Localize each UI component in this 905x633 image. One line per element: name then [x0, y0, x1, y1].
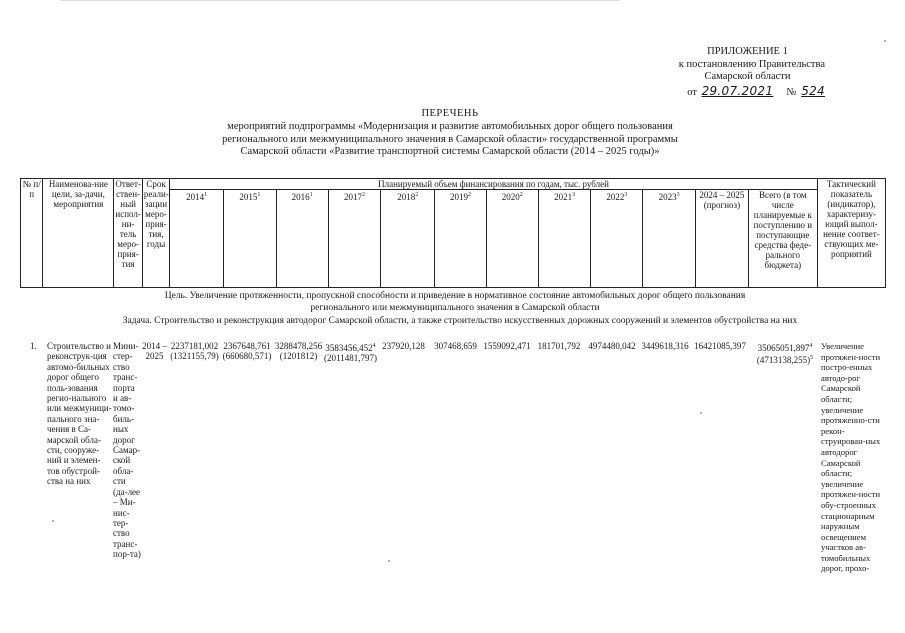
measures-table-header [20, 178, 886, 288]
col-financing: Планируемый объем финансирования по годам, тыс. рублей [170, 179, 818, 190]
date-prefix: от [687, 86, 697, 98]
col-year: 2019$^2$ [435, 190, 487, 288]
col-year: 2018$^2$ [381, 190, 435, 288]
appendix-resolution: к постановлению Правительства [678, 58, 825, 70]
row1-responsible: Мини-стер-ство транс-порта и ав-томо-биль-ных дорог Самар-ской обла-сти (да-лее – Ми-нис-тер-ство транс-пор-та) [113, 341, 141, 560]
col-year: 2014$^1$ [170, 190, 224, 288]
col-year: 2023$^3$ [643, 190, 696, 288]
row1-value-2020: 1559092,471 [483, 341, 531, 351]
col-name: Наименова-ние цели, за-дачи, мероприятия [43, 179, 114, 288]
appendix-date-line [625, 85, 825, 100]
col-indicator: Тактический показатель (индикатор), характеризу-ющий выпол-нение соответ-ствующих ме-роприятий [817, 179, 885, 288]
row1-value-2016: 3288478,256 (1201812) [274, 341, 323, 362]
row1-value-forecast: 16421085,397 [694, 341, 746, 351]
date-handwritten: 29.07.2021 [701, 83, 774, 98]
row1-value-2018: 237920,128 [382, 341, 425, 351]
row1-value-2019: 307468,659 [434, 341, 477, 351]
document-title [150, 108, 750, 159]
scan-speck [388, 560, 390, 562]
col-year: 2015$^1$ [224, 190, 277, 288]
col-term: Срок реали-зации меро-прия-тия, годы [142, 179, 169, 288]
title-heading: ПЕРЕЧЕНЬ [421, 108, 479, 119]
col-num: № п/п [21, 179, 43, 288]
row1-value-2014: 2237181,002 (1321155,79) [170, 341, 219, 362]
scan-edge-line [60, 0, 620, 1]
row1-value-2022: 4974480,042 [588, 341, 636, 351]
row1-num: 1. [30, 341, 37, 351]
scan-speck [700, 412, 702, 414]
title-line-2: регионального или межмуниципального значения в Самарской области» государственной программы [222, 133, 678, 145]
col-responsible: Ответ-ствен-ный испол-ни-тель меро-прия-тия [114, 179, 142, 288]
row1-value-2023: 3449618,316 [641, 341, 689, 351]
col-total: Всего (в том числе планируемые к поступлению и поступающие средства феде-рального бюджета) [748, 190, 817, 288]
number-prefix: № [786, 86, 797, 98]
goal-text: Цель. Увеличение протяженности, пропускной способности и приведение в нормативное состояние автомобильных дорог общего пользования регионального или межмуниципального значения в Самарской области [164, 291, 746, 313]
row1-value-2021: 181701,792 [537, 341, 581, 351]
scan-speck [52, 520, 54, 522]
appendix-region: Самарской области [704, 71, 791, 82]
task-text: Задача. Строительство и реконструкция автодорог Самарской области, а также строительство искусственных дорожных сооружений и элементов обустройства на них [122, 316, 798, 326]
col-year: 2016$^1$ [276, 190, 328, 288]
col-year: 2022$^3$ [591, 190, 643, 288]
col-year: 2021$^3$ [538, 190, 591, 288]
row1-name: Строительство и реконструк-ция автомо-бильных дорог общего поль-зования регио-нального или межмуници-пального зна-чения в Са-марской обла-сти, сооруже-ний и элемен-тов обустрой-ства на них [47, 341, 112, 487]
row1-value-2015: 2367648,761 (660680,571) [222, 341, 272, 362]
row1-term: 2014 – 2025 [142, 341, 167, 362]
scan-speck [884, 40, 886, 42]
appendix-block [625, 46, 825, 99]
col-forecast: 2024 – 2025 (прогноз) [696, 190, 749, 288]
number-handwritten: 524 [801, 83, 825, 98]
title-line-3: Самарской области «Развитие транспортной системы Самарской области (2014 – 2025 годы)» [240, 146, 660, 158]
row1-value-2017: 3583456,452$^4$ (2011481,797) [324, 343, 377, 364]
row1-value-total: 35065051,897$^4$ $(4713138,255)^5$ [756, 343, 814, 366]
appendix-title: ПРИЛОЖЕНИЕ 1 [707, 46, 788, 57]
title-line-1: мероприятий подпрограммы «Модернизация и развитие автомобильных дорог общего пользования [227, 121, 673, 133]
col-year: 2020$^2$ [486, 190, 538, 288]
col-year: 2017$^2$ [328, 190, 381, 288]
row1-indicator: Увеличение протяжен-ности постро-енных автодо-рог Самарской области; увеличение протяженно-сти рекон-струирован-ных автодорог Самарской области; увеличение протяжен-ности обу-строенных стационарным наружным освещением участков ав-томобильных дорог, прохо- [821, 341, 881, 574]
